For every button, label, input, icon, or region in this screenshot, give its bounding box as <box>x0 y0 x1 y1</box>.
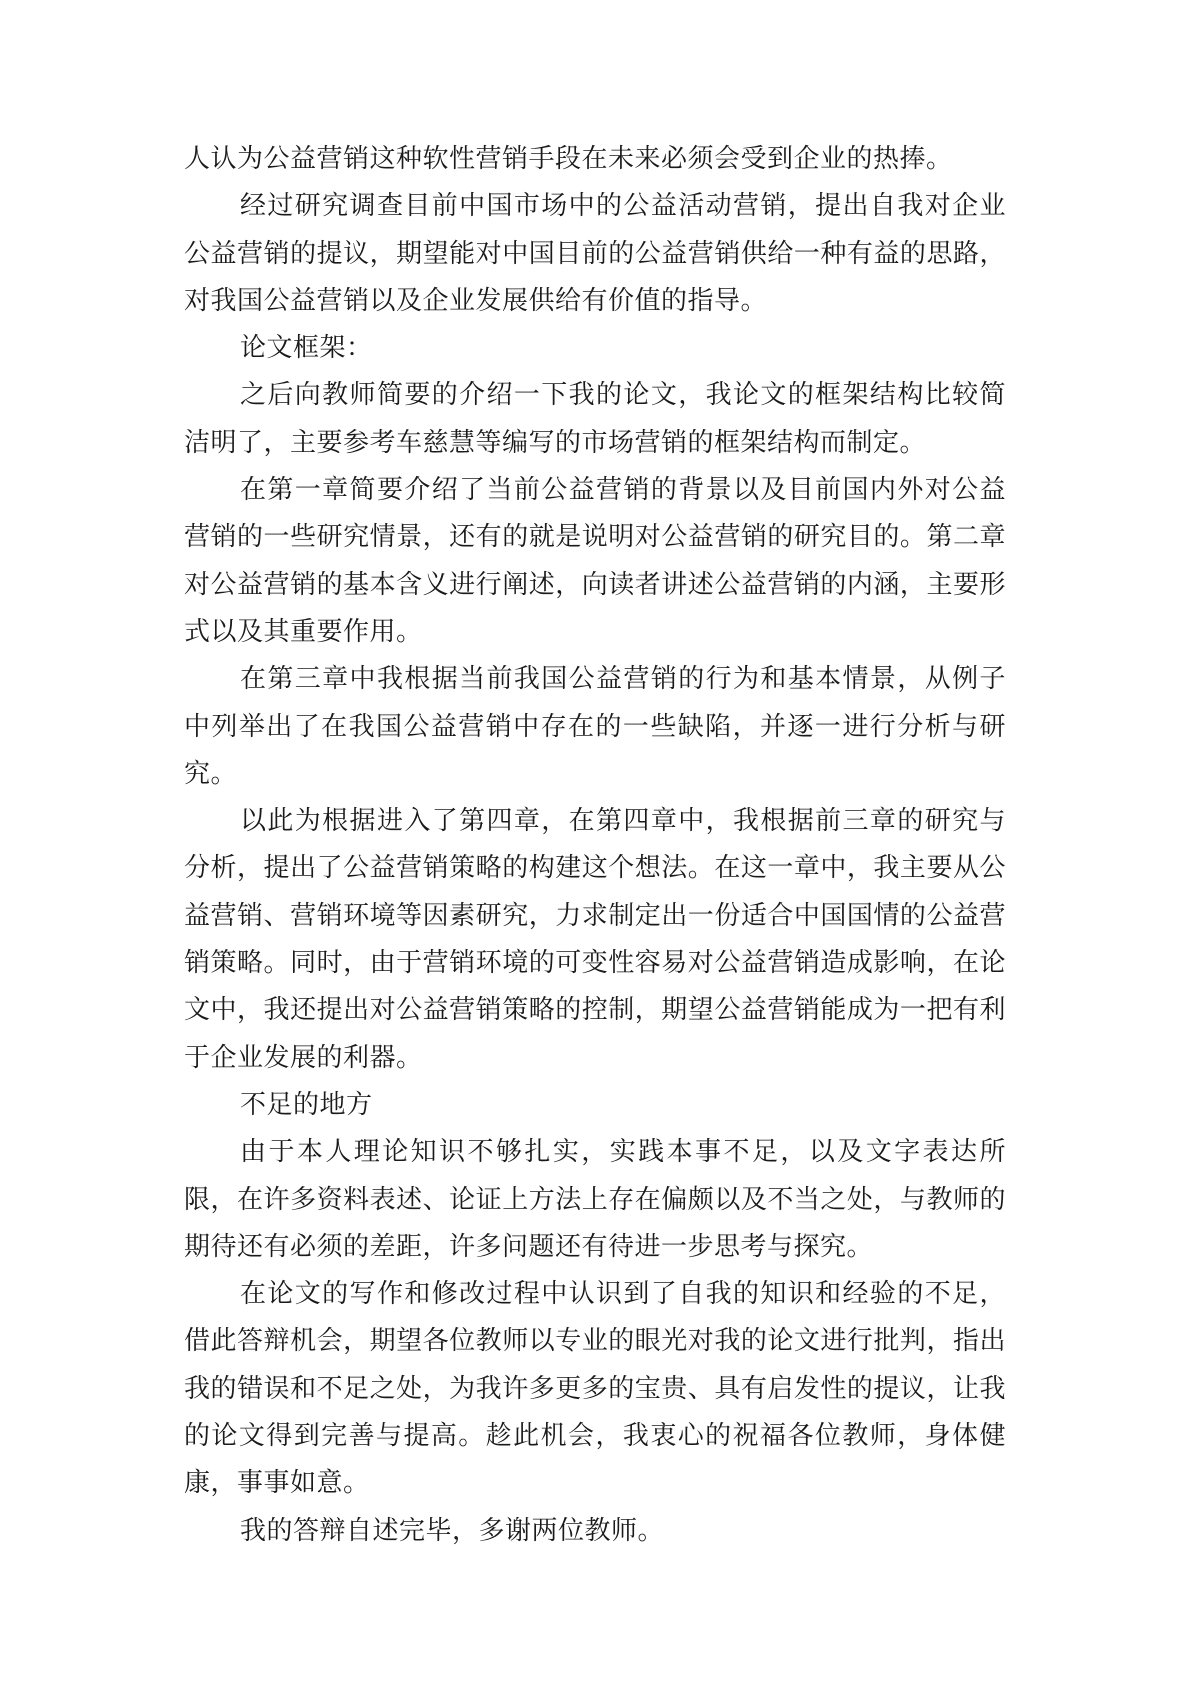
paragraph: 在第三章中我根据当前我国公益营销的行为和基本情景，从例子中列举出了在我国公益营销中存在的一些缺陷，并逐一进行分析与研究。 <box>184 664 1006 789</box>
paragraph-closing: 我的答辩自述完毕，多谢两位教师。 <box>240 1515 665 1546</box>
paragraph: 在论文的写作和修改过程中认识到了自我的知识和经验的不足，借此答辩机会，期望各位教师以专业的眼光对我的论文进行批判，指出我的错误和不足之处，为我许多更多的宝贵、具有启发性的提议，让我的论文得到完善与提高。趁此机会，我衷心的祝福各位教师，身体健康，事事如意。 <box>184 1279 1006 1499</box>
paragraph-continuation: 人认为公益营销这种软性营销手段在未来必须会受到企业的热捧。 <box>184 144 953 174</box>
section-heading-thesis-framework: 论文框架： <box>240 333 373 364</box>
document-body <box>184 136 1006 1555</box>
section-heading-shortcomings: 不足的地方 <box>240 1089 373 1120</box>
paragraph: 之后向教师简要的介绍一下我的论文，我论文的框架结构比较简洁明了，主要参考车慈慧等编写的市场营销的框架结构而制定。 <box>184 380 1006 458</box>
paragraph: 由于本人理论知识不够扎实，实践本事不足，以及文字表达所限，在许多资料表述、论证上方法上存在偏颇以及不当之处，与教师的期待还有必须的差距，许多问题还有待进一步思考与探究。 <box>184 1137 1006 1262</box>
paragraph: 在第一章简要介绍了当前公益营销的背景以及目前国内外对公益营销的一些研究情景，还有的就是说明对公益营销的研究目的。第二章对公益营销的基本含义进行阐述，向读者讲述公益营销的内涵，主要形式以及其重要作用。 <box>184 475 1006 647</box>
paragraph: 经过研究调查目前中国市场中的公益活动营销，提出自我对企业公益营销的提议，期望能对中国目前的公益营销供给一种有益的思路，对我国公益营销以及企业发展供给有价值的指导。 <box>184 191 1006 316</box>
paragraph: 以此为根据进入了第四章，在第四章中，我根据前三章的研究与分析，提出了公益营销策略的构建这个想法。在这一章中，我主要从公益营销、营销环境等因素研究，力求制定出一份适合中国国情的公益营销策略。同时，由于营销环境的可变性容易对公益营销造成影响，在论文中，我还提出对公益营销策略的控制，期望公益营销能成为一把有利于企业发展的利器。 <box>184 806 1006 1073</box>
